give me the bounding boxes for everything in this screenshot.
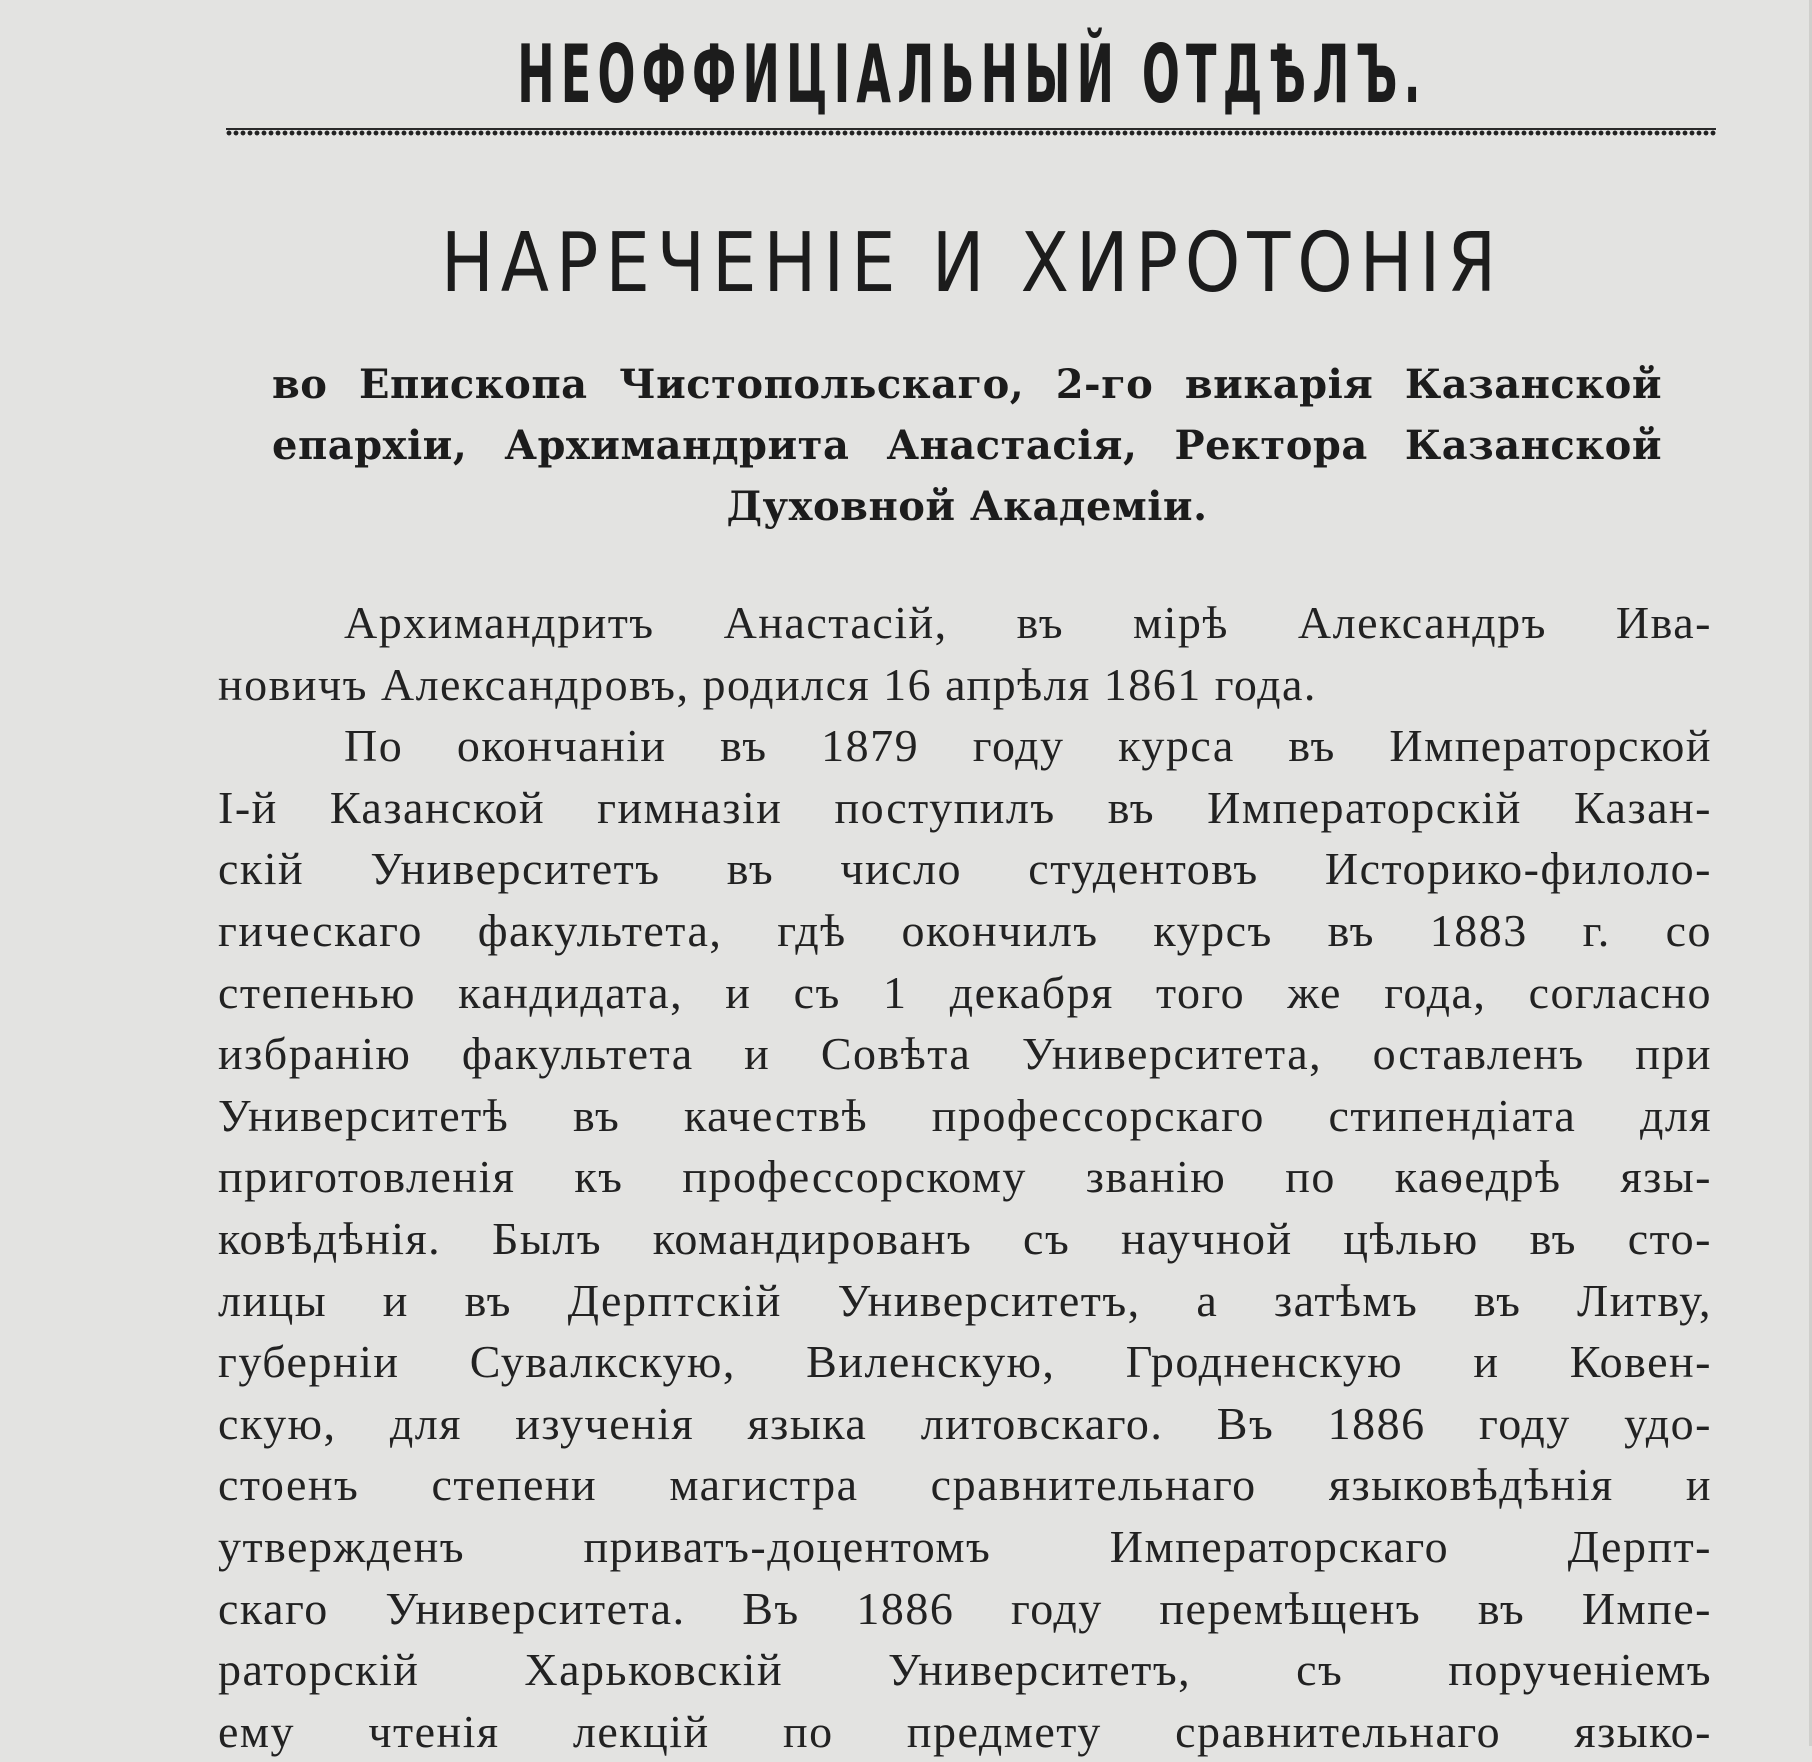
body-line: Архимандритъ Анастасій, въ мірѣ Александръ Ива- <box>344 597 1712 648</box>
body-line: раторскій Харьковскій Университетъ, съ порученіемъ <box>218 1644 1712 1696</box>
subtitle-line: Духовной Академіи. <box>726 483 1208 530</box>
body-line: губерніи Сувалкскую, Виленскую, Гродненскую и Ковен- <box>218 1336 1712 1388</box>
body-line: новичъ Александровъ, родился 16 апрѣля 1861 года. <box>218 658 1317 710</box>
body-line: По окончаніи въ 1879 году курса въ Императорской <box>344 720 1712 772</box>
body-line: скую, для изученія языка литовскаго. Въ 1886 году удо- <box>218 1397 1712 1449</box>
body-line: стоенъ степени магистра сравнительнаго языковѣдѣнія и <box>218 1459 1712 1511</box>
body-line: скій Университетъ въ число студентовъ Историко-филоло- <box>218 843 1712 895</box>
body-line: утвержденъ приватъ-доцентомъ Императорскаго Дерпт- <box>218 1520 1712 1572</box>
body-line: степенью кандидата, и съ 1 декабря того же года, согласно <box>218 966 1712 1018</box>
body-line: Университетѣ въ качествѣ профессорскаго стипендіата для <box>218 1089 1712 1141</box>
subtitle-line: епархіи, Архимандрита Анастасія, Ректора Казанской <box>272 422 1662 469</box>
body-line: гическаго факультета, гдѣ окончилъ курсъ въ 1883 г. со <box>218 904 1712 956</box>
body-line: ему чтенія лекцій по предмету сравнительнаго языко- <box>218 1705 1712 1757</box>
article-subtitle <box>272 354 1662 537</box>
body-line: ковѣдѣнія. Былъ командированъ съ научной цѣлью въ сто- <box>218 1212 1712 1264</box>
body-line: лицы и въ Дерптскій Университетъ, а затѣмъ въ Литву, <box>218 1274 1712 1326</box>
subtitle-line: во Епископа Чистопольскаго, 2-го викарія Казанской <box>272 361 1662 408</box>
header-rule <box>226 128 1716 137</box>
body-line: приготовленія къ профессорскому званію по каѳедрѣ язы- <box>218 1151 1712 1203</box>
body-line: скаго Университета. Въ 1886 году перемѣщенъ въ Импе- <box>218 1582 1712 1634</box>
body-line: избранію факультета и Совѣта Университета, оставленъ при <box>218 1028 1712 1080</box>
body-line: І-й Казанской гимназіи поступилъ въ Императорскій Казан- <box>218 781 1712 833</box>
section-header: НЕОФФИЦІАЛЬНЫЙ ОТДѢЛЪ. <box>517 28 1427 121</box>
body-text <box>218 592 1712 1762</box>
article-title: НАРЕЧЕНІЕ И ХИРОТОНІЯ <box>440 216 1504 311</box>
